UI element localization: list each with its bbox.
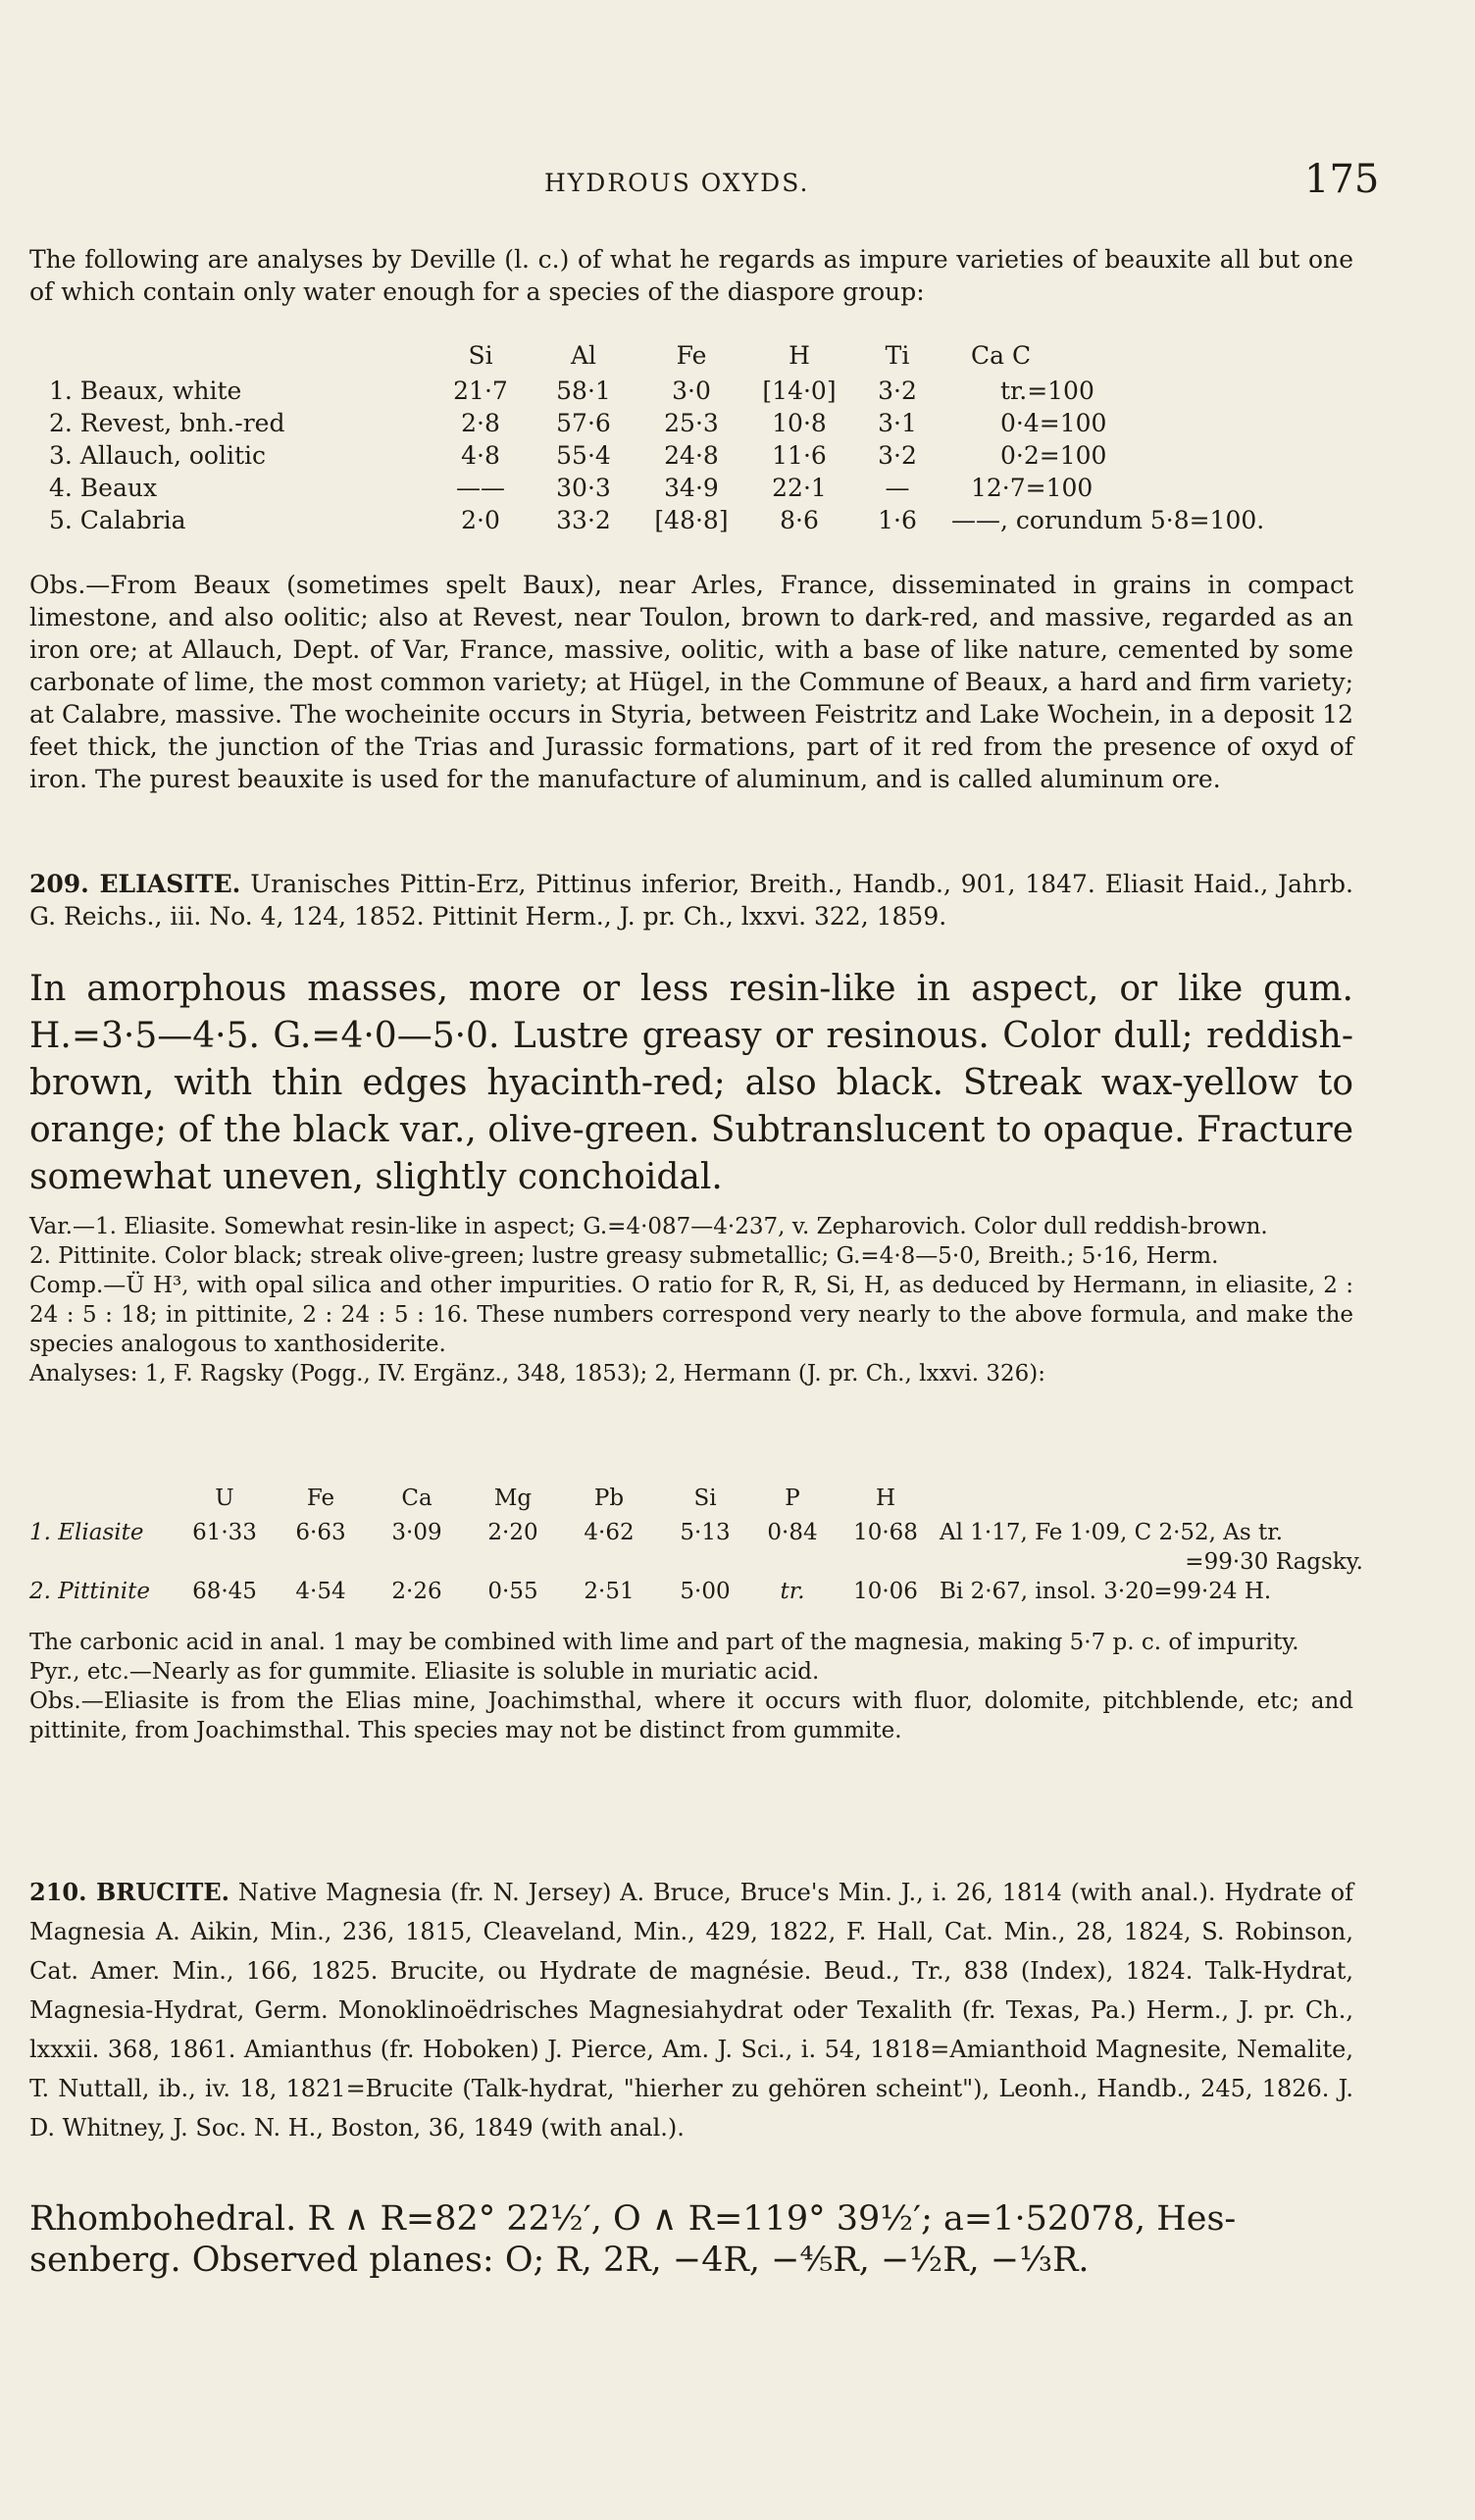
table-cell: Bi 2·67, insol. 3·20=99·24 H. bbox=[940, 1579, 1272, 1604]
column-header: Fe bbox=[306, 1486, 335, 1511]
column-header: U bbox=[215, 1486, 234, 1511]
table-cell: 33·2 bbox=[556, 506, 611, 534]
row-label: 5. Calabria bbox=[49, 506, 186, 534]
column-header: Ca C bbox=[971, 340, 1032, 370]
crystal-line: senberg. Observed planes: O; R, 2R, −4R, −⅘R, −½R, −⅓R. bbox=[29, 2241, 1090, 2280]
row-label: 1. Beaux, white bbox=[49, 377, 242, 405]
table-cell: 3·2 bbox=[878, 441, 917, 470]
eliasite-notes bbox=[29, 1212, 1353, 1388]
table-cell: tr. bbox=[780, 1579, 805, 1604]
var-1-paragraph: Var.—1. Eliasite. Somewhat resin-like in aspect; G.=4·087—4·237, v. Zepharovich. Color dull reddish-brown. bbox=[29, 1214, 1268, 1239]
table-cell: 22·1 bbox=[772, 474, 827, 502]
table-cell: 68·45 bbox=[192, 1579, 257, 1604]
column-header: H bbox=[788, 340, 810, 370]
analyses-intro: Analyses: 1, F. Ragsky (Pogg., IV. Ergänz., 348, 1853); 2, Hermann (J. pr. Ch., lxxvi. 326): bbox=[29, 1361, 1046, 1386]
table-cell: 4·8 bbox=[461, 441, 500, 470]
table-cell: 12·7=100 bbox=[971, 474, 1094, 502]
column-header: Pb bbox=[593, 1486, 625, 1511]
table-cell: 2·0 bbox=[461, 506, 500, 534]
column-header: Si bbox=[693, 1486, 717, 1511]
table-cell: 25·3 bbox=[664, 409, 719, 437]
table-cell: 4·54 bbox=[295, 1579, 346, 1604]
table-cell: tr.=100 bbox=[1000, 377, 1094, 405]
table-cell: 34·9 bbox=[664, 474, 719, 502]
table-row bbox=[49, 375, 1353, 407]
brucite-crystallography bbox=[29, 2198, 1363, 2281]
crystal-line: Rhombohedral. R ∧ R=82° 22½′, O ∧ R=119° 39½′; a=1·52078, Hes- bbox=[29, 2199, 1237, 2239]
table-cell: Al 1·17, Fe 1·09, C 2·52, As tr. bbox=[940, 1520, 1284, 1545]
table-cell: 55·4 bbox=[556, 441, 611, 470]
table-header-row bbox=[29, 1479, 1363, 1518]
column-header: Mg bbox=[493, 1486, 533, 1511]
page-number: 175 bbox=[1304, 157, 1380, 202]
brucite-section bbox=[29, 1873, 1353, 2147]
intro-paragraph: The following are analyses by Deville (l. c.) of what he regards as impure varieties of beauxite all but one of which contain only water enough for a species of the diaspore group: bbox=[29, 245, 1353, 306]
eliasite-heading: 209. ELIASITE. bbox=[29, 870, 241, 898]
column-header: Fe bbox=[676, 340, 707, 370]
table-cell: 0·4=100 bbox=[1000, 409, 1107, 437]
row-label: 3. Allauch, oolitic bbox=[49, 441, 266, 470]
row-label: 4. Beaux bbox=[49, 474, 158, 502]
table-cell: =99·30 Ragsky. bbox=[1185, 1549, 1363, 1575]
column-header: Si bbox=[468, 340, 493, 370]
table-row bbox=[29, 1518, 1363, 1547]
column-header: H bbox=[875, 1486, 896, 1511]
table-cell: 2·20 bbox=[487, 1520, 538, 1545]
table-cell: 24·8 bbox=[664, 441, 719, 470]
row-label: 2. Pittinite bbox=[29, 1579, 150, 1604]
table-cell: 3·2 bbox=[878, 377, 917, 405]
column-header: P bbox=[785, 1486, 800, 1511]
eliasite-remarks bbox=[29, 1628, 1353, 1745]
table-cell: 5·00 bbox=[680, 1579, 731, 1604]
table-cell: 2·8 bbox=[461, 409, 500, 437]
obs-eliasite-paragraph: Obs.—Eliasite is from the Elias mine, Joachimsthal, where it occurs with fluor, dolomite, pitchblende, etc; and pittinite, from Joachimsthal. This species may not be distinct from gummite. bbox=[29, 1688, 1353, 1743]
var-2-paragraph: 2. Pittinite. Color black; streak olive-green; lustre greasy submetallic; G.=4·8—5·0, Breith.; 5·16, Herm. bbox=[29, 1243, 1219, 1269]
table-cell: 5·13 bbox=[680, 1520, 731, 1545]
table-cell: 58·1 bbox=[556, 377, 611, 405]
table-cell: 0·2=100 bbox=[1000, 441, 1107, 470]
column-header: Ti bbox=[885, 340, 910, 370]
table-cell: 3·0 bbox=[672, 377, 711, 405]
table-cell: 8·6 bbox=[780, 506, 819, 534]
column-header: Ca bbox=[401, 1486, 432, 1511]
obs-beauxite-paragraph: Obs.—From Beaux (sometimes spelt Baux), near Arles, France, disseminated in grains in compact limestone, and also oolitic; also at Revest, near Toulon, brown to dark-red, and massive, regarded as an iron ore; at Allauch, Dept. of Var, France, massive, oolitic, with a base of like nature, cemented by some carbonate of lime, the most common variety; at Hügel, in the Commune of Beaux, a hard and firm variety; at Calabre, massive. The wocheinite occurs in Styria, between Feistritz and Lake Wochein, in a deposit 12 feet thick, the junction of the Trias and Jurassic formations, part of it red from the presence of oxyd of iron. The purest beauxite is used for the manufacture of aluminum, and is called aluminum ore. bbox=[29, 571, 1353, 793]
table-cell: [48·8] bbox=[654, 506, 729, 534]
table-cell: ——, corundum 5·8=100. bbox=[951, 506, 1265, 534]
eliasite-analyses-table bbox=[29, 1479, 1363, 1606]
table-cell: 3·09 bbox=[391, 1520, 442, 1545]
table-cell: 61·33 bbox=[192, 1520, 257, 1545]
pyr-paragraph: Pyr., etc.—Nearly as for gummite. Eliasite is soluble in muriatic acid. bbox=[29, 1659, 820, 1685]
table-cell: 11·6 bbox=[772, 441, 827, 470]
eliasite-synonymy bbox=[29, 868, 1353, 932]
column-header: Al bbox=[570, 340, 597, 370]
table-cell: 57·6 bbox=[556, 409, 611, 437]
brucite-heading: 210. BRUCITE. bbox=[29, 1878, 230, 1906]
table-cell: 10·06 bbox=[853, 1579, 918, 1604]
table-row bbox=[29, 1547, 1363, 1577]
brucite-synonymy bbox=[29, 1873, 1353, 2147]
table-cell: 10·8 bbox=[772, 409, 827, 437]
eliasite-description: In amorphous masses, more or less resin-like in aspect, or like gum. H.=3·5—4·5. G.=4·0—5·0. Lustre greasy or resinous. Color dull; reddish-brown, with thin edges hyacinth-red; also black. Streak wax-yellow to orange; of the black var., olive-green. Subtranslucent to opaque. Fracture somewhat uneven, slightly conchoidal. bbox=[29, 969, 1353, 1197]
table-cell: 4·62 bbox=[584, 1520, 635, 1545]
table-cell: 1·6 bbox=[878, 506, 917, 534]
table-cell: 3·1 bbox=[878, 409, 917, 437]
table-row bbox=[49, 439, 1353, 472]
table-cell: 2·51 bbox=[584, 1579, 635, 1604]
table-cell: 21·7 bbox=[453, 377, 508, 405]
table-row bbox=[49, 407, 1353, 439]
eliasite-section bbox=[29, 868, 1353, 932]
table-cell: 30·3 bbox=[556, 474, 611, 502]
table-cell: 6·63 bbox=[295, 1520, 346, 1545]
table-cell: [14·0] bbox=[762, 377, 837, 405]
table-cell: 2·26 bbox=[391, 1579, 442, 1604]
table-row bbox=[29, 1577, 1363, 1606]
synonymy-text: Uranisches Pittin-Erz, Pittinus inferior, Breith., Handb., 901, 1847. Eliasit Haid., Jahrb. G. Reichs., iii. No. 4, 124, 1852. Pittinit Herm., J. pr. Ch., lxxvi. 322, 1859. bbox=[29, 870, 1353, 931]
table-row bbox=[49, 472, 1353, 504]
comp-paragraph: Comp.—Ü H³, with opal silica and other impurities. O ratio for R, R, Si, H, as deduced by Hermann, in eliasite, 2 : 24 : 5 : 18; in pittinite, 2 : 24 : 5 : 16. These numbers correspond very nearly to the above formula, and make the species analogous to xanthosiderite. bbox=[29, 1273, 1353, 1357]
table-cell: — bbox=[885, 474, 910, 502]
table-row bbox=[49, 504, 1353, 536]
table-cell: 0·84 bbox=[767, 1520, 818, 1545]
synonymy-text: Native Magnesia (fr. N. Jersey) A. Bruce, Bruce's Min. J., i. 26, 1814 (with anal.). Hydrate of Magnesia A. Aikin, Min., 236, 1815, Cleaveland, Min., 429, 1822, F. Hall, Cat. Min., 28, 1824, S. Robinson, Cat. Amer. Min., 166, 1825. Brucite, ou Hydrate de magnésie. Beud., Tr., 838 (Index), 1824. Talk-Hydrat, Magnesia-Hydrat, Germ. Monoklinoëdrisches Magnesiahydrat oder Texalith (fr. Texas, Pa.) Herm., J. pr. Ch., lxxxii. 368, 1861. Amianthus (fr. Hoboken) J. Pierce, Am. J. Sci., i. 54, 1818=Amianthoid Magnesite, Nemalite, T. Nuttall, ib., iv. 18, 1821=Brucite (Talk-hydrat, "hierher zu gehören scheint"), Leonh., Handb., 245, 1826. J. D. Whitney, J. Soc. N. H., Boston, 36, 1849 (with anal.). bbox=[29, 1879, 1353, 2142]
table-cell: —— bbox=[456, 474, 505, 502]
table-cell: 0·55 bbox=[487, 1579, 538, 1604]
row-label: 1. Eliasite bbox=[29, 1520, 144, 1545]
table-cell: 10·68 bbox=[853, 1520, 918, 1545]
running-header: HYDROUS OXYDS. bbox=[544, 169, 810, 197]
table-header-row bbox=[49, 335, 1353, 375]
row-label: 2. Revest, bnh.-red bbox=[49, 409, 285, 437]
beauxite-analyses-table bbox=[49, 335, 1353, 536]
carbonic-paragraph: The carbonic acid in anal. 1 may be combined with lime and part of the magnesia, making 5·7 p. c. of impurity. bbox=[29, 1630, 1299, 1655]
